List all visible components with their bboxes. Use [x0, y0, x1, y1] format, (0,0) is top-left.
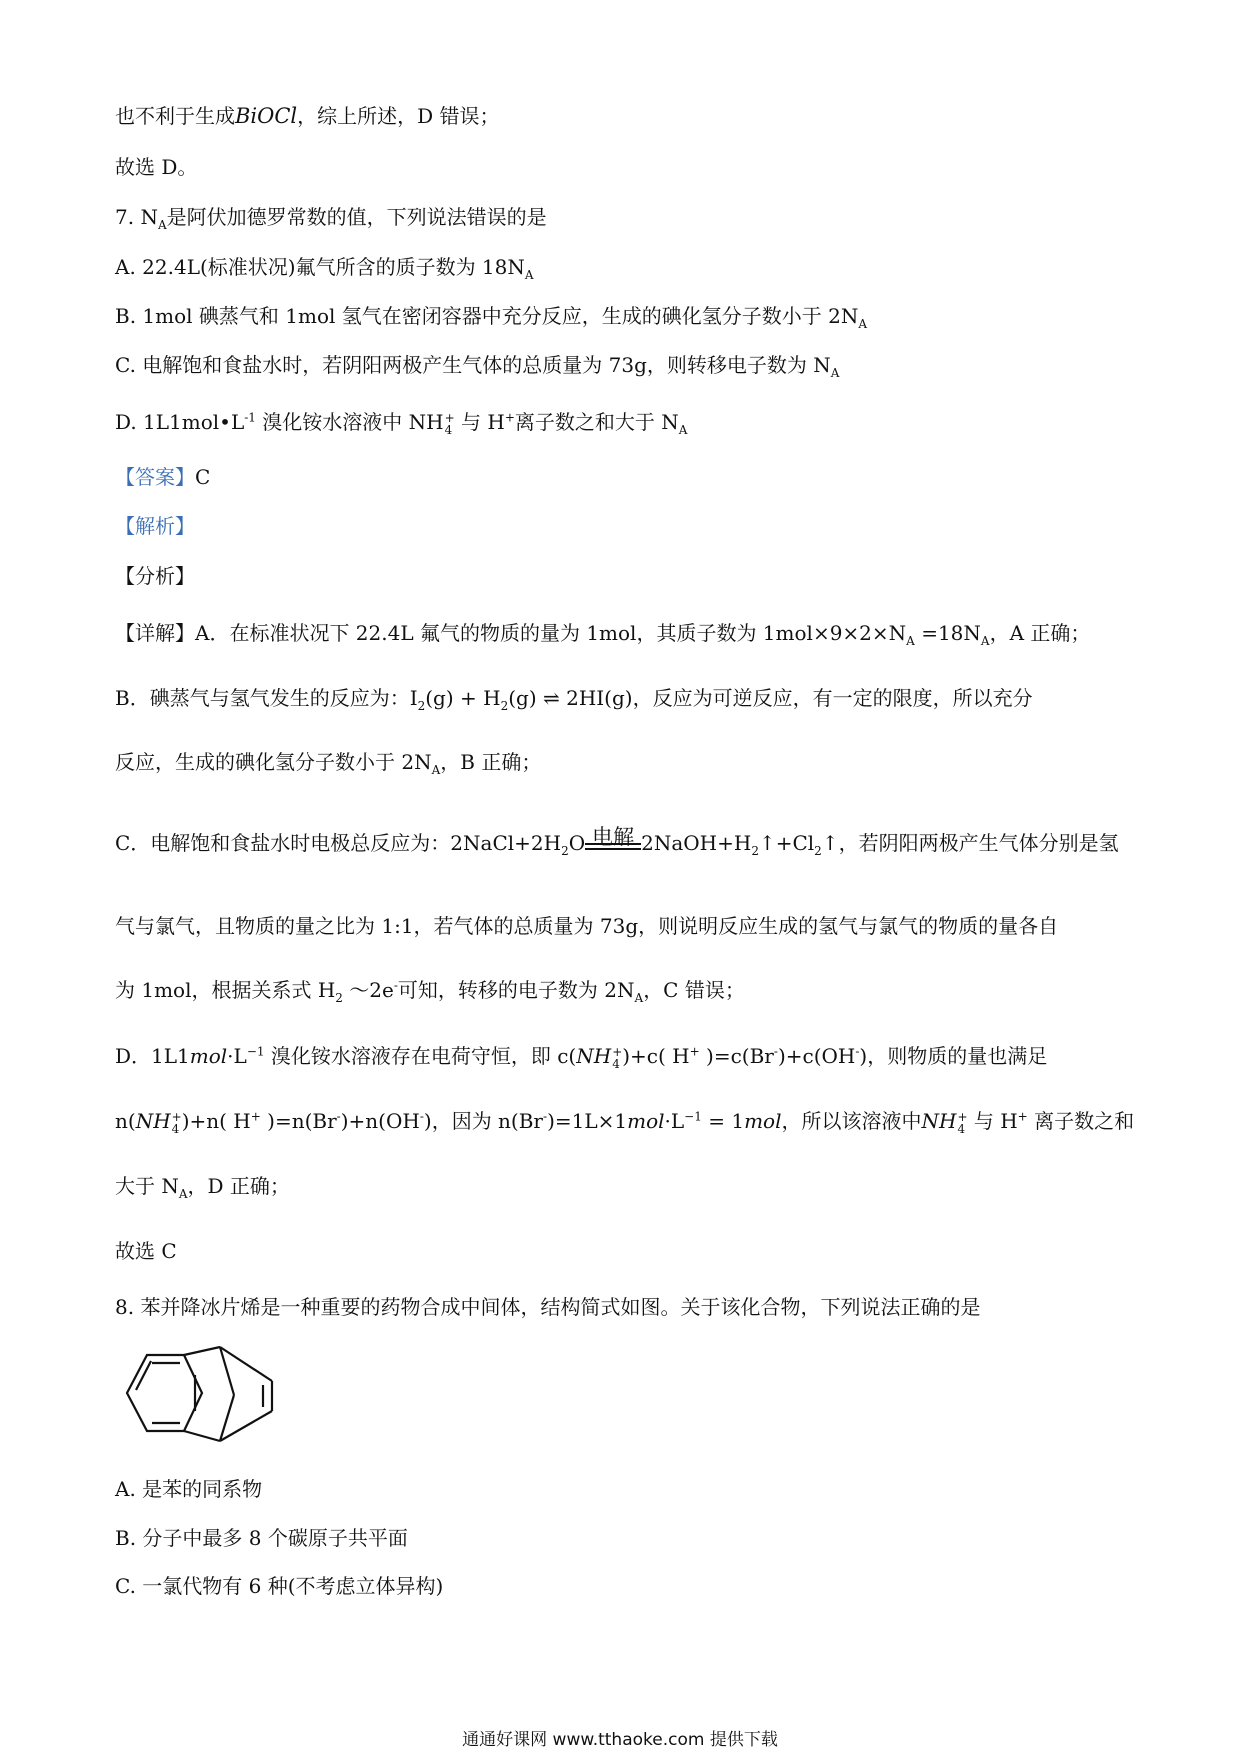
conclusion-line: 故选 C	[115, 1239, 177, 1263]
formula-biocl: BiOCl	[235, 104, 298, 128]
detail-c-line1: C．电解饱和食盐水时电极总反应为：$2NaCl+2H_2O$ 电解 $2NaOH+H_2↑+Cl_2↑$，若阴阳两极产生气体分别是氢	[115, 825, 1119, 858]
detail-a: 【详解】A．在标准状况下 22.4L 氟气的物质的量为 1mol，其质子数为 $1mol\times 9\times 2\times N_A =18N_A$，A 正确；	[115, 621, 1091, 648]
text-line: 也不利于生成BiOCl，综上所述，D 错误；	[115, 104, 500, 128]
question-8: 8. 苯并降冰片烯是一种重要的药物合成中间体，结构简式如图。关于该化合物，下列说法正确的是	[115, 1295, 981, 1319]
option-8c: C. 一氯代物有 6 种(不考虑立体异构)	[115, 1574, 444, 1598]
detail-b-line1: B．碘蒸气与氢气发生的反应为：$I_2(g) + H_2(g)$ ⇌ 2HI(g)，反应为可逆反应，有一定的限度，所以充分	[115, 686, 1033, 713]
option-8a: A. 是苯的同系物	[115, 1477, 263, 1501]
ion-charge: + 4	[444, 410, 455, 437]
answer-line	[115, 463, 210, 491]
electrolysis-arrow: 电解	[585, 849, 641, 850]
detail-b-line2: 反应，生成的碘化氢分子数小于 $2N_A$，B 正确；	[115, 750, 542, 777]
detail-c-line2: 气与氯气，且物质的量之比为 1:1，若气体的总质量为 73g，则说明反应生成的氢气与氯气的物质的量各自	[115, 914, 1059, 938]
question-7: 7. $N_A$是阿伏加德罗常数的值，下列说法错误的是	[115, 205, 547, 232]
text-line: 故选 D。	[115, 155, 198, 179]
benzonorbornene-structure-image	[112, 1345, 312, 1455]
option-7b: B. 1mol 碘蒸气和 1mol 氢气在密闭容器中充分反应，生成的碘化氢分子数小于 $2N_A$	[115, 304, 867, 331]
option-8b: B. 分子中最多 8 个碳原子共平面	[115, 1526, 408, 1550]
answer-tag: 【答案】	[115, 465, 195, 489]
option-7d: D. $1L1mol•L^{-1}$ 溴化铵水溶液中 NH + 4 与 H+离子数之和大于 $N_A$	[115, 410, 688, 437]
analysis-tag: 【解析】	[115, 514, 195, 538]
option-7c: C. 电解饱和食盐水时，若阴阳两极产生气体的总质量为 73g，则转移电子数为 $N_A$	[115, 353, 840, 380]
detail-d-line2: n(NH + 4 )+n( H+ )=n(Br-)+n(OH-)，因为 $n(Br^-)=1L\times 1mol\cdot L^{-1} = 1mol$，所以该溶液中NH + 4 与 H+ 离子数之和	[115, 1109, 1135, 1136]
detail-d-line1: D．$1L1mol\cdot L^{-1}$ 溴化铵水溶液存在电荷守恒，即 c(NH + 4 )+c( H+ )=c(Br-)+c(OH-)，则物质的量也满足	[115, 1044, 1048, 1071]
option-7a: A. 22.4L(标准状况)氟气所含的质子数为 $18N_A$	[115, 255, 534, 282]
detail-d-line3: 大于 $N_A$，D 正确；	[115, 1174, 290, 1201]
detail-c-line3: 为 1mol，根据关系式 $H_2$ ～2e-可知，转移的电子数为 $2N_A$，C 错误；	[115, 978, 745, 1005]
footer-watermark: 通通好课网 www.tthaoke.com 提供下载	[462, 1730, 778, 1750]
answer-value: C	[195, 465, 211, 489]
fenxi-tag: 【分析】	[115, 564, 195, 588]
